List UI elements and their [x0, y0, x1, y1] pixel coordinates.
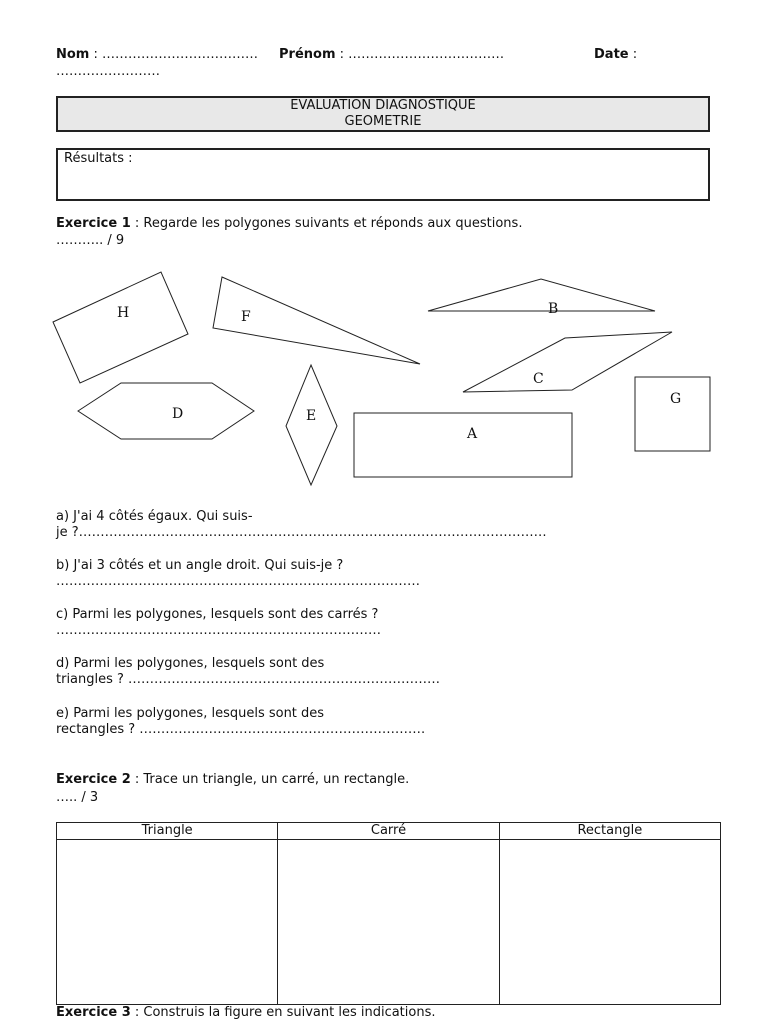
drawing-cell-carre[interactable] [278, 840, 499, 1005]
date-label: Date [594, 47, 629, 62]
question-c-text: c) Parmi les polygones, lesquels sont des carrés ? [56, 607, 379, 622]
shape-label-f: F [241, 309, 251, 325]
question-a [56, 509, 547, 541]
nom-field[interactable]: : ……………………………… [89, 47, 259, 62]
polygon-h [53, 272, 188, 383]
exercise1-label: Exercice 1 [56, 216, 131, 231]
question-b-text: b) J'ai 3 côtés et un angle droit. Qui suis-je ? [56, 558, 344, 573]
exercise3-heading [56, 1005, 436, 1021]
prenom-field[interactable]: : ……………………………… [335, 47, 505, 62]
nom-label: Nom [56, 47, 90, 62]
question-c-answer[interactable]: ………………………………………………………………… [56, 623, 381, 638]
title-line-2: GEOMETRIE [344, 114, 422, 129]
column-triangle: Triangle [57, 823, 278, 840]
question-b-answer[interactable]: ………………………………………………………………………… [56, 574, 420, 589]
polygons-figure [0, 0, 768, 500]
polygon-g [635, 377, 710, 451]
date-colon: : [628, 47, 638, 62]
date-field[interactable]: …………………… [56, 64, 160, 79]
exercise1-score: ……….. / 9 [56, 233, 125, 248]
exercise2-label: Exercice 2 [56, 772, 131, 787]
polygon-e [286, 365, 337, 485]
exercise3-label: Exercice 3 [56, 1005, 131, 1020]
results-label: Résultats : [64, 151, 133, 166]
polygon-d [78, 383, 254, 439]
exercise1-instruction: : Regarde les polygones suivants et réponds aux questions. [130, 216, 523, 231]
question-a-text: a) J'ai 4 côtés égaux. Qui suis- [56, 509, 253, 524]
drawing-table-row [57, 840, 721, 1005]
shape-label-c: C [533, 371, 544, 387]
drawing-table-header [57, 823, 721, 840]
prenom-label: Prénom [279, 47, 336, 62]
column-carre: Carré [278, 823, 499, 840]
polygon-a [354, 413, 572, 477]
column-rectangle: Rectangle [499, 823, 720, 840]
shape-label-b: B [548, 301, 559, 317]
drawing-cell-triangle[interactable] [57, 840, 278, 1005]
question-e-text: e) Parmi les polygones, lesquels sont des [56, 706, 325, 721]
question-d-answer[interactable]: triangles ? ……………………………………………………………… [56, 672, 441, 687]
question-e-answer[interactable]: rectangles ? ………………………………………………………… [56, 722, 426, 737]
shape-label-a: A [467, 426, 478, 442]
question-e [56, 706, 425, 738]
polygon-b [428, 279, 655, 311]
polygon-c [463, 332, 672, 392]
exercise2-instruction: : Trace un triangle, un carré, un rectangle. [130, 772, 410, 787]
exercise3-instruction: : Construis la figure en suivant les indications. [130, 1005, 436, 1020]
exercise2-heading [56, 772, 409, 788]
exercise2-score: ….. / 3 [56, 790, 99, 805]
shape-label-h: H [117, 305, 130, 321]
shape-label-g: G [670, 391, 682, 407]
shape-label-d: D [172, 406, 184, 422]
drawing-cell-rectangle[interactable] [499, 840, 720, 1005]
question-d [56, 656, 440, 688]
question-b [56, 558, 420, 590]
question-c [56, 607, 381, 639]
title-line-1: EVALUATION DIAGNOSTIQUE [290, 98, 476, 113]
shape-label-e: E [306, 408, 317, 424]
drawing-table [56, 822, 721, 1005]
question-d-text: d) Parmi les polygones, lesquels sont des [56, 656, 325, 671]
question-a-answer[interactable]: je ?……………………………………………………………………………………………… [56, 525, 547, 540]
